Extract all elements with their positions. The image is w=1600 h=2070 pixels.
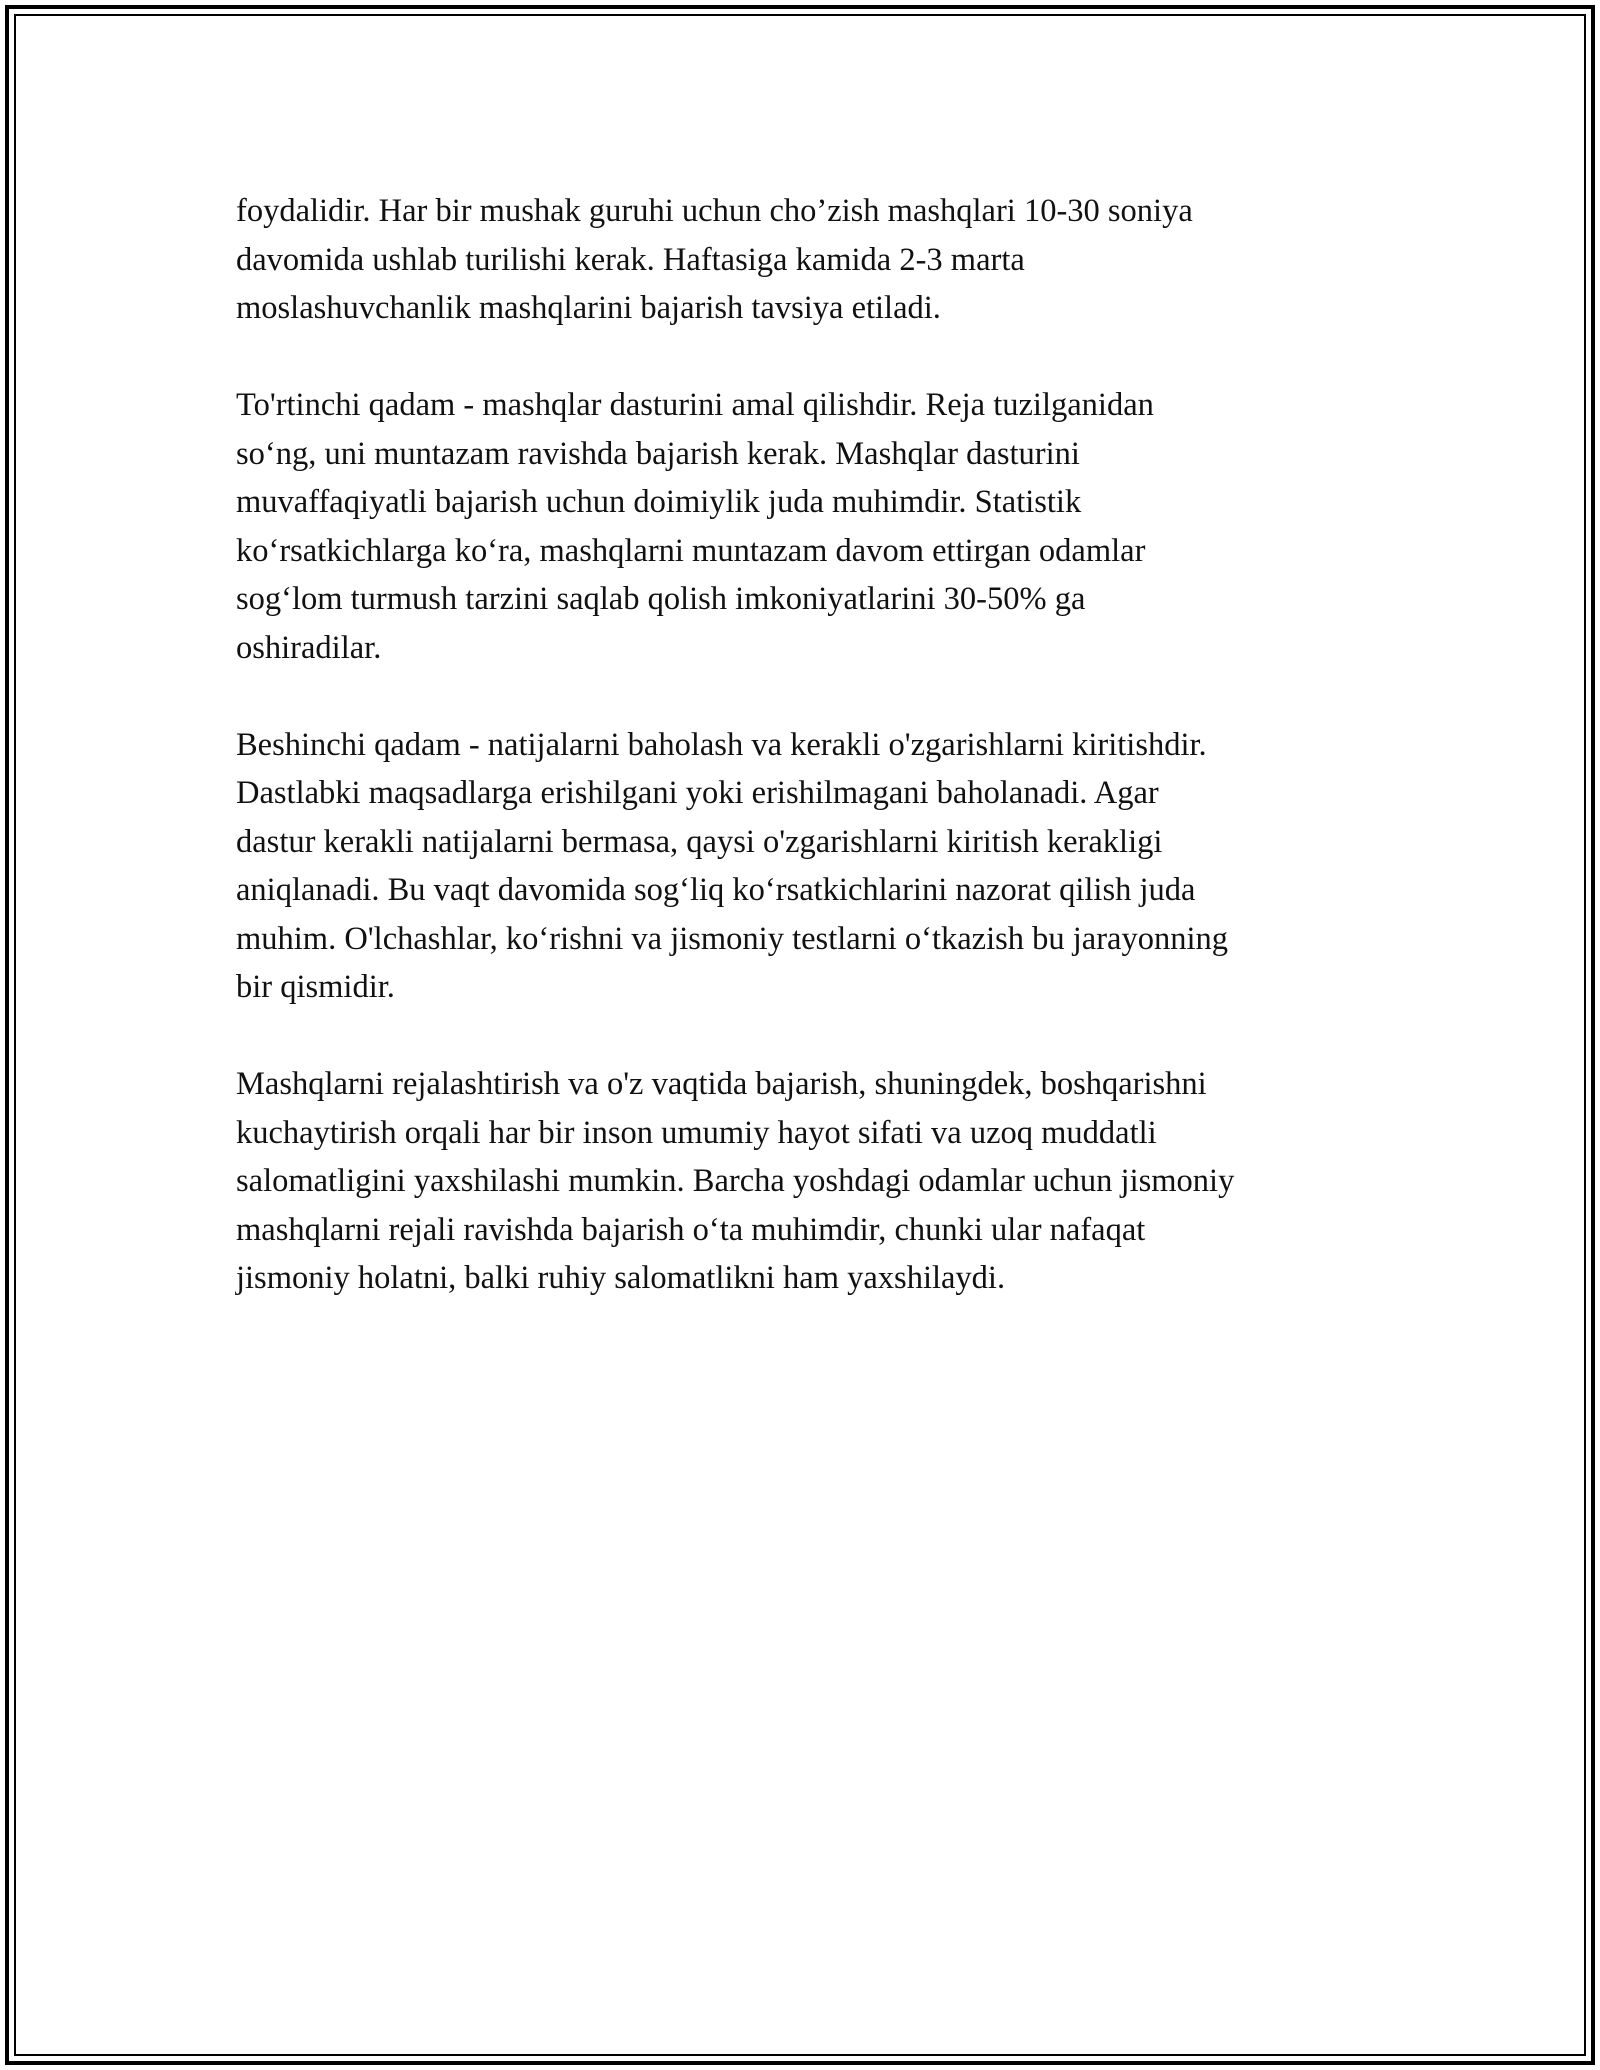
text-line: so‘ng, uni muntazam ravishda bajarish kerak. Mashqlar dasturini [236,435,1080,472]
text-line: davomida ushlab turilishi kerak. Haftasiga kamida 2-3 marta [236,241,1025,278]
paragraph-step-five [236,721,1376,1012]
text-line: mashqlarni rejali ravishda bajarish o‘ta muhimdir, chunki ular nafaqat [236,1211,1146,1248]
text-line: Beshinchi qadam - natijalarni baholash va kerakli o'zgarishlarni kiritishdir. [236,726,1207,763]
text-line: salomatligini yaxshilashi mumkin. Barcha yoshdagi odamlar uchun jismoniy [236,1163,1235,1199]
text-line: dastur kerakli natijalarni bermasa, qaysi o'zgarishlarni kiritish kerakligi [236,823,1163,860]
text-line: aniqlanadi. Bu vaqt davomida sog‘liq ko‘rsatkichlarini nazorat qilish juda [236,872,1196,908]
text-line: Dastlabki maqsadlarga erishilgani yoki erishilmagani baholanadi. Agar [236,775,1159,811]
text-line: Mashqlarni rejalashtirish va o'z vaqtida bajarish, shuningdek, boshqarishni [236,1066,1207,1102]
text-line: muvaffaqiyatli bajarish uchun doimiylik juda muhimdir. Statistik [236,484,1082,520]
paragraph-step-four [236,381,1376,672]
text-line: moslashuvchanlik mashqlarini bajarish tavsiya etiladi. [236,290,941,326]
text-line: jismoniy holatni, balki ruhiy salomatlikni ham yaxshilaydi. [236,1260,1006,1296]
text-line: ko‘rsatkichlarga ko‘ra, mashqlarni muntazam davom ettirgan odamlar [236,532,1146,569]
paragraph-conclusion [236,1060,1376,1303]
text-line: bir qismidir. [236,969,395,1005]
text-line: kuchaytirish orqali har bir inson umumiy hayot sifati va uzoq muddatli [236,1114,1157,1151]
text-line: To'rtinchi qadam - mashqlar dasturini amal qilishdir. Reja tuzilganidan [236,387,1154,423]
text-line: foydalidir. Har bir mushak guruhi uchun cho’zish mashqlari 10-30 soniya [236,193,1193,229]
text-line: sog‘lom turmush tarzini saqlab qolish imkoniyatlarini 30-50% ga [236,581,1086,617]
text-line: muhim. O'lchashlar, ko‘rishni va jismoniy testlarni o‘tkazish bu jarayonning [236,920,1229,957]
document-body [236,187,1376,1351]
text-line: oshiradilar. [236,629,382,666]
paragraph-flexibility [236,187,1376,333]
